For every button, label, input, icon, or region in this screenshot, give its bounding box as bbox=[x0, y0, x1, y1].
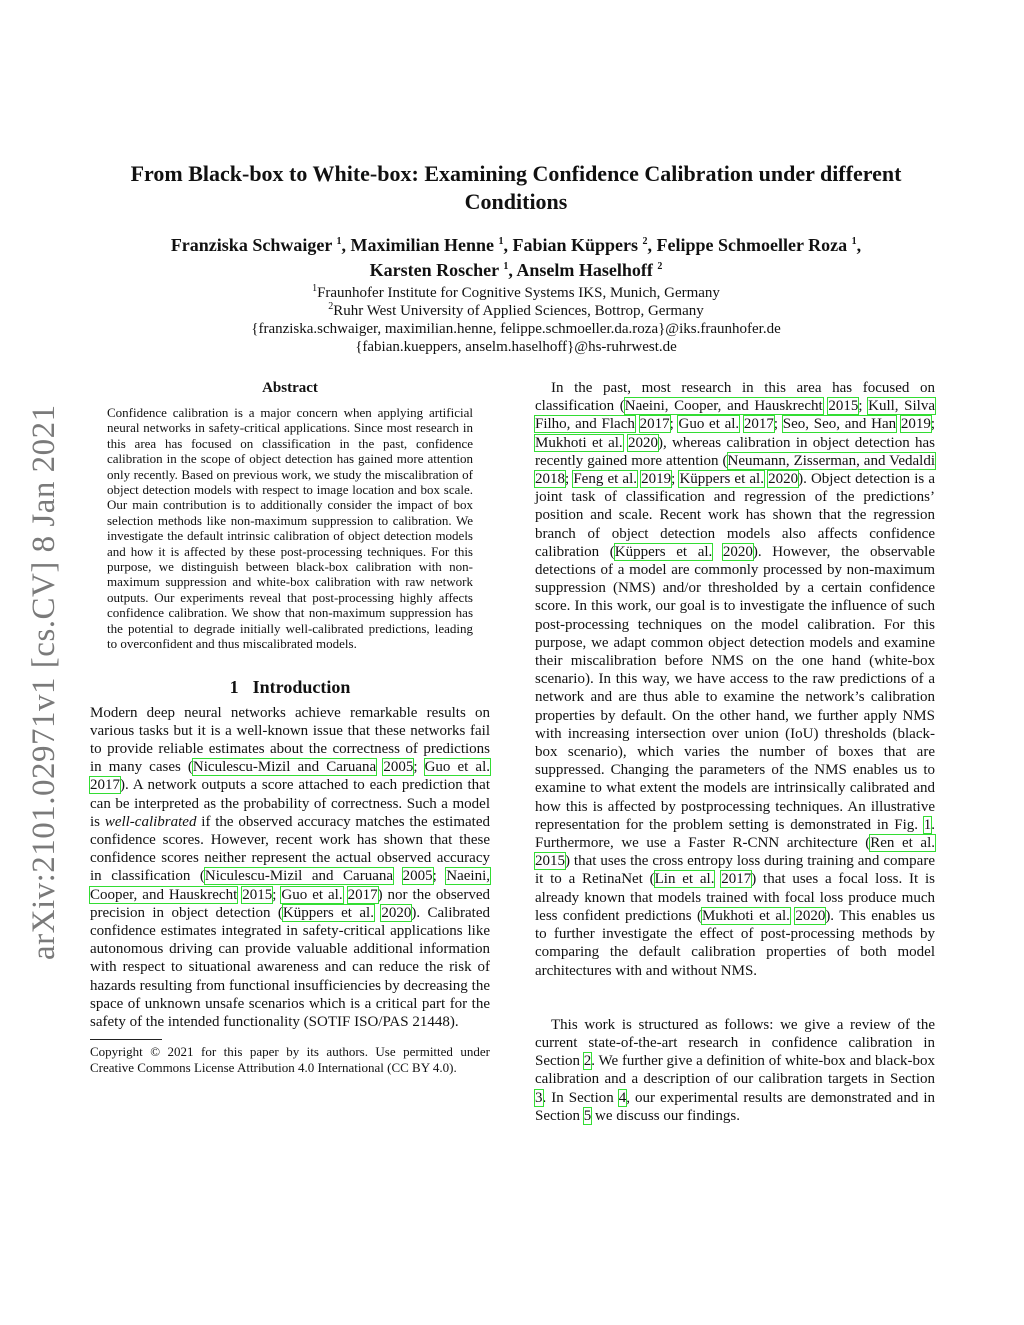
author: Anselm Haselhoff $^2$ bbox=[516, 260, 663, 280]
section-link[interactable]: 3 bbox=[535, 1089, 543, 1106]
author: Felippe Schmoeller Roza $^1$, bbox=[656, 235, 862, 255]
email-line: {fabian.kueppers, anselm.haselhoff}@hs-ruhrwest.de bbox=[355, 339, 677, 355]
intro-paragraph-2: In the past, most research in this area has focused on classification (Naeini, Cooper, and Hauskrecht 2015; Kull, Silva Filho, and Flach 2017; Guo et al. 2017; Seo, Seo, and Han 2019; Mukhoti et al. 2020), whereas calibration in object detection has recently gained more attention (Neumann, Zisserman, and Vedaldi 2018; Feng et al. 2019; Küppers et al. 2020). Object detection is a joint task of classification and regression of the predictions’ position and scale. Recent work has shown that the regression branch of object detection models also affects confidence calibration (Küppers et al. 2020). However, the observable detections of a model are commonly processed by non-maximum suppression (NMS) and/or thresholded by a certain confidence score. In this work, our goal is to investigate the influence of such post-processing techniques on the model calibration. For this purpose, we adapt common object detection models and examine their miscalibration before NMS on the one hand (white-box scenario). In this way, we have access to the raw predictions of a network and are thus able to examine the network’s calibration properties by default. On the other hand, we further apply NMS with increasing intersection over union (IoU) thresholds (black-box scenario), which varies the number of boxes that are suppressed. Changing the parameters of the NMS enables us to examine to what extent the models are intrinsically calibrated and how this is affected by postprocessing techniques. An illustrative representation for the problem setting is demonstrated in Fig. 1. Furthermore, we use a Faster R-CNN architecture (Ren et al. 2015) that uses the cross entropy loss during training and compare it to a RetinaNet (Lin et al. 2017) that uses a focal loss. It is already known that models trained with focal loss produce much less confident predictions (Mukhoti et al. 2020). This enables us to further investigate the effect of post-processing methods by comparing the default calibration properties of both model architectures with and without NMS. bbox=[535, 380, 936, 979]
citation-link[interactable]: 2017 bbox=[743, 416, 774, 433]
author: Fabian Küppers $^2$, bbox=[512, 235, 657, 255]
citation-link[interactable]: 2019 bbox=[900, 416, 931, 433]
citation-link[interactable]: 2005 bbox=[383, 759, 414, 776]
citation-link[interactable]: Mukhoti et al. bbox=[535, 434, 623, 451]
section-link[interactable]: 5 bbox=[583, 1107, 592, 1124]
citation-link[interactable]: 2020 bbox=[381, 904, 412, 921]
citation-link[interactable]: Guo et al. bbox=[678, 416, 740, 433]
citation-link[interactable]: 2018 bbox=[535, 471, 565, 488]
citation-link[interactable]: Naeini, Cooper, and Hauskrecht bbox=[90, 868, 490, 903]
citation-link[interactable]: Küppers et al. bbox=[679, 471, 764, 488]
citation-link[interactable]: Lin et al. bbox=[654, 871, 715, 888]
arxiv-identifier: arXiv:2101.02971v1 [cs.CV] 8 Jan 2021 bbox=[26, 404, 62, 960]
section-link[interactable]: 4 bbox=[618, 1089, 627, 1106]
citation-link[interactable]: Ren et al. bbox=[870, 835, 935, 852]
right-column bbox=[535, 379, 935, 1125]
citation-link[interactable]: Mukhoti et al. bbox=[702, 907, 790, 924]
author: Maximilian Henne $^1$, bbox=[350, 235, 513, 255]
abstract-text: Confidence calibration is a major concern when applying artificial neural networks in safety-critical applications. Since most research in this area has focused on classification in the past, confidence calibration in the scope of object detection has gained more attention only recently. Based on previous work, we study the miscalibration of object detection models with respect to image location and box scale. Our main contribution is to additionally consider the impact of box selection methods like non-maximum suppression to calibration. We investigate the default intrinsic calibration of object detection models and how it is affected by these post-processing techniques. For this purpose, we distinguish between black-box calibration with non-maximum suppression and white-box calibration with raw network outputs. Our experiments reveal that post-processing highly affects confidence calibration. We show that non-maximum suppression has the potential to degrade initially well-calibrated predictions, leading to overconfident and thus miscalibrated models. bbox=[107, 405, 473, 652]
citation-link[interactable]: Küppers et al. bbox=[614, 543, 713, 560]
affiliation: $^1$Fraunhofer Institute for Cognitive Systems IKS, Munich, Germany bbox=[312, 283, 720, 301]
section-heading-introduction: 1 Introduction bbox=[229, 676, 351, 697]
citation-link[interactable]: Seo, Seo, and Han bbox=[782, 416, 897, 433]
citation-link[interactable]: 2017 bbox=[347, 886, 378, 903]
citation-link[interactable]: Niculescu-Mizil and Caruana bbox=[204, 868, 394, 885]
citation-link[interactable]: Feng et al. bbox=[573, 471, 637, 488]
citation-link[interactable]: 2020 bbox=[795, 907, 826, 924]
citation-link[interactable]: Naeini, Cooper, and Hauskrecht bbox=[624, 398, 823, 415]
citation-link[interactable]: 2020 bbox=[627, 434, 658, 451]
paragraph-gap bbox=[535, 980, 935, 1016]
left-column bbox=[90, 378, 490, 1075]
citation-link[interactable]: Guo et al. bbox=[424, 759, 490, 776]
intro-paragraph-3: This work is structured as follows: we give a review of the current state-of-the-art research in confidence calibration in Section 2. We further give a definition of white-box and black-box calibration and a description of our calibration targets in Section 3. In Section 4, our experimental results are demonstrated and in Section 5 we discuss our findings. bbox=[535, 1016, 935, 1124]
citation-link[interactable]: 2019 bbox=[641, 471, 672, 488]
citation-link[interactable]: 2015 bbox=[828, 398, 859, 415]
citation-link[interactable]: 2020 bbox=[722, 543, 753, 560]
citation-link[interactable]: 2005 bbox=[402, 868, 433, 885]
intro-paragraph-1: Modern deep neural networks achieve remarkable results on various tasks but it is a well-known issue that these networks fail to provide reliable estimates about the correctness of predictions in many cases (Niculescu-Mizil and Caruana 2005; Guo et al. 2017). A network outputs a score attached to each prediction that can be interpreted as the probability of correctness. Such a model is well-calibrated if the observed accuracy matches the estimated confidence scores. However, recent work has shown that these confidence scores neither represent the actual observed accuracy in classification (Niculescu-Mizil and Caruana 2005; Naeini, Cooper, and Hauskrecht 2015; Guo et al. 2017) nor the observed precision in object detection (Küppers et al. 2020). Calibrated confidence estimates integrated in safety-critical applications like autonomous driving can provide valuable additional information with respect to situational awareness and can reduce the risk of hazards resulting from functional insufficiencies by decreasing the space of unknown unsafe scenarios which is a critical part for the safety of the intended functionality (SOTIF ISO/PAS 21448). bbox=[90, 704, 490, 1030]
affiliations bbox=[80, 284, 952, 356]
affiliation: $^2$Ruhr West University of Applied Sciences, Bottrop, Germany bbox=[328, 301, 704, 319]
citation-link[interactable]: 2015 bbox=[242, 886, 273, 903]
paper-title: From Black-box to White-box: Examining Confidence Calibration under different Conditions bbox=[130, 161, 902, 214]
copyright-footnote: Copyright © 2021 for this paper by its authors. Use permitted under Creative Commons License Attribution 4.0 International (CC BY 4.0). bbox=[90, 1044, 490, 1075]
citation-link[interactable]: 2020 bbox=[768, 471, 799, 488]
author-list bbox=[80, 233, 952, 283]
section-link[interactable]: 2 bbox=[583, 1053, 592, 1070]
citation-link[interactable]: 2017 bbox=[721, 871, 752, 888]
citation-link[interactable]: Kull, Silva Filho, and Flach bbox=[535, 398, 936, 433]
figure-link[interactable]: 1 bbox=[923, 816, 932, 833]
author: Karsten Roscher $^1$, bbox=[369, 260, 517, 280]
citation-link[interactable]: 2017 bbox=[90, 777, 120, 794]
citation-link[interactable]: Küppers et al. bbox=[282, 904, 374, 921]
citation-link[interactable]: Niculescu-Mizil and Caruana bbox=[192, 759, 377, 776]
citation-link[interactable]: Guo et al. bbox=[281, 886, 343, 903]
footnote-divider bbox=[90, 1039, 162, 1040]
author: Franziska Schwaiger $^1$, bbox=[170, 235, 351, 255]
abstract-heading: Abstract bbox=[262, 380, 318, 396]
citation-link[interactable]: 2017 bbox=[639, 416, 670, 433]
citation-link[interactable]: Neumann, Zisserman, and Vedaldi bbox=[727, 452, 935, 469]
email-line: {franziska.schwaiger, maximilian.henne, felippe.schmoeller.da.roza}@iks.fraunhofer.de bbox=[251, 321, 781, 337]
citation-link[interactable]: 2015 bbox=[535, 853, 565, 870]
